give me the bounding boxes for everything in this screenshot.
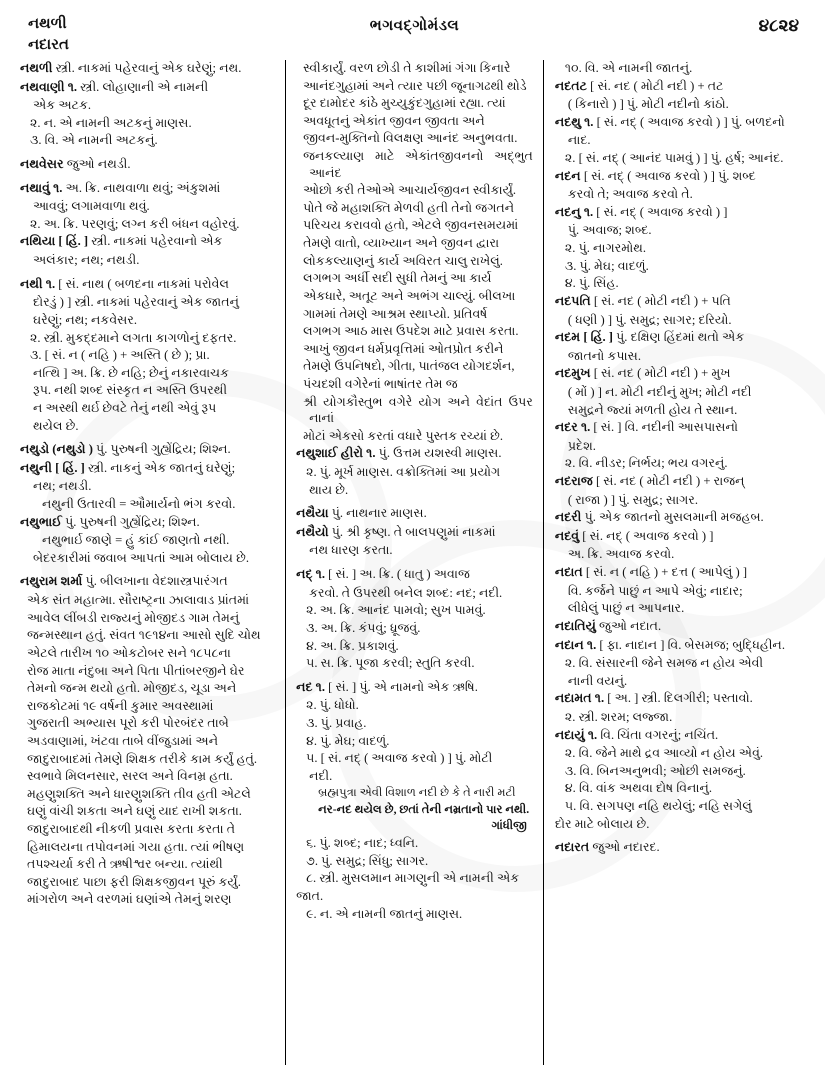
entry-headword: નથુભાઈ xyxy=(20,514,62,529)
entry-headword: નદામત ૧. xyxy=(554,691,605,706)
entry-headword: નથુની [ હિં. ] xyxy=(20,460,85,475)
entry-headword: નદન xyxy=(554,168,581,183)
biography-line: ગામમાં તેમણે આશ્રમ સ્થાપ્યો. પ્રતિવર્ષ xyxy=(303,306,488,321)
entry-sense: ૫. સ. ક્રિ. પૂજા કરવી; સ્તુતિ કરવી. xyxy=(306,656,475,671)
dictionary-entry: નથૈયો પું. શ્રી કૃષ્ણ. તે બાલપણુમાં નાકમાં xyxy=(296,524,496,539)
page-number: ૪૮૨૪ xyxy=(758,16,799,35)
entry-continuation: ( ધણી ) ] પું. સમુદ્ર; સાગર; દરિયો. xyxy=(567,312,732,327)
dictionary-entry: નદતટ [ સં. નદ ( મોટી નદી ) + તટ xyxy=(554,78,724,93)
entry-continuation: નદી. xyxy=(309,768,333,783)
entry-continuation: નથ ધારણ કરતા. xyxy=(309,543,393,558)
biography-line: આનંદગુહામાં અને ત્યાર પછી જૂનાગઢથી થોડે xyxy=(303,78,527,93)
biography-line: ઓછો કરી તેઓએ આચાર્યજીવન સ્વીકાર્યું. xyxy=(303,183,517,198)
entry-headword: નથિયા [ હિં. ] xyxy=(20,234,89,249)
dictionary-entry: નદનુ ૧. [ સં. નદ્ ( અવાજ કરવો ) ] xyxy=(554,204,728,219)
biography-line: પોતે જે મહાશક્તિ મેળવી હતી તેનો જગતને xyxy=(303,200,515,215)
entry-continuation: ન અસ્થી થર્ઇ છેવટે તેનું નથી એવું રૂપ xyxy=(33,400,217,415)
biography-line: મહણુશક્તિ અને ધારણુશક્તિ તીવ હતી એટલે xyxy=(27,786,251,801)
entry-sense: ૬. પું. શબ્દ; નાદ; ધ્વનિ. xyxy=(306,836,419,851)
biography-line: જાદુરાબાદમાં તેમણે શિક્ષક તરીકે કામ કર્યું હતું. xyxy=(27,751,257,766)
biography-line: જનકલ્યાણ માટે એકાંતજીવનનો અદ્‌ભુત આનંદ xyxy=(303,149,533,180)
entry-sense: ૨. પું. ધોધો. xyxy=(306,698,359,713)
entry-continuation: નથ; નથડી. xyxy=(33,479,92,494)
entry-sense: ૨. પું. મૂર્ખ માણસ. વક્રોક્તિમાં આ પ્રયોગ xyxy=(306,465,501,480)
entry-headword: નદાતિયું xyxy=(554,618,596,633)
entry-sense: ૨. અ. ક્રિ. પરણવું; લગ્ન કરી બંધન વહોરવું. xyxy=(30,216,240,231)
entry-continuation: રૂપ. નથી શબ્દ સંસ્કૃત ન અસ્તિ ઉપરથી xyxy=(33,383,228,398)
biography-line: તપશ્ચર્યા કરી તે ઋષીશ્વર બન્યા. ત્યાંથી xyxy=(27,857,223,872)
entry-headword: નદારત xyxy=(554,840,590,855)
entry-headword: નથી ૧. xyxy=(20,276,56,291)
entry-continuation: ઘરેણું; નથ; નકવેસર. xyxy=(33,312,138,327)
dictionary-entry: નદાયું ૧. વિ. ચિંતા વગરનું; નચિંત. xyxy=(554,727,719,742)
entry-headword: નદાત xyxy=(554,565,583,580)
entry-sense: ૨. [ સં. નદ્ ( આનંદ પામવું ) ] પું. હર્ષ; આનંદ. xyxy=(564,151,784,166)
biography-line: રોજ માતા નંદુબા અને પિતા પીતાંબરજીને ઘેર xyxy=(27,663,245,678)
entry-sense: ૭. પું. સમુદ્ર; સિંધુ; સાગર. xyxy=(306,853,429,868)
entry-headword: નદથુ ૧. xyxy=(554,114,594,129)
biography-line: તેમનો જન્મ થયો હતો. મોજીદડ, ચૂડા અને xyxy=(27,681,237,696)
entry-headword: નદર ૧. xyxy=(554,420,591,435)
biography-line: લગભગ અર્ધી સદી સુધી તેમનું આ કાર્ય xyxy=(303,271,492,286)
biography-line: લગભગ આઠ માસ ઉપદેશ માટે પ્રવાસ કરતા. xyxy=(303,324,519,339)
biography-line: જીવન-મુક્તિનો વિલક્ષણ આનંદ અનુભવતા. xyxy=(303,131,518,146)
entry-sense: ૩. અ. ક્રિ. કંપવું; ધ્રૂજવું. xyxy=(306,620,421,635)
dictionary-entry: નદાત [ સં. ન ( નહિ ) + દત્ત ( આપેલું ) ] xyxy=(554,565,748,580)
dictionary-entry: નદન [ સં. નદ્ ( અવાજ કરવો ) ] પું. શબ્દ xyxy=(554,168,756,183)
running-head-first: નથળી xyxy=(28,16,67,32)
entry-continuation: વિ. કર્જને પાછું ન આપે એવું; નાદાર; xyxy=(567,583,743,598)
entry-headword: નથાવું ૧. xyxy=(20,180,63,195)
entry-continuation: નત્થિ ] અ. ક્રિ. છે નહિ; છેનું નકારવાચક xyxy=(33,365,230,380)
entry-continuation: નાની વયનું. xyxy=(567,673,628,688)
entry-headword: નથુડો (નથુડો ) xyxy=(20,442,93,457)
quotation-attribution: ગાંધીજી xyxy=(491,818,527,832)
biography-line: જાદુરાબાદ પાછા ફરી શિક્ષકજીવન પૂરું કર્યું. xyxy=(27,874,241,889)
text-columns xyxy=(20,60,809,1065)
entry-continuation: દોરડું ) ] સ્ત્રી. નાકમાં પહેરવાનું એક જાતનું xyxy=(33,295,239,310)
entry-continuation: એક અટક. xyxy=(33,98,91,113)
entry-continuation: ( રાજા ) ] પું. સમુદ્ર; સાગર. xyxy=(567,492,699,507)
entry-subphrase: નથુની ઉતારવી = ઔમાર્યનો ભંગ કરવો. xyxy=(42,497,236,512)
entry-continuation: અલંકાર; નથ; નથડી. xyxy=(33,253,140,268)
column-1 xyxy=(20,60,285,1065)
dictionary-entry: નથવેસર જુઓ નથડી. xyxy=(20,157,131,172)
entry-continuation: જાતનો કપાસ. xyxy=(567,348,641,363)
entry-sense: ૨. વિ. નીડર; નિર્ભય; ભય વગરનું. xyxy=(564,456,728,471)
entry-continuation: કરવો. તે ઉપરથી બનેલ શબ્દ: નદ; નદી. xyxy=(309,585,503,600)
entry-headword: નથવેસર xyxy=(20,157,64,172)
biography-line: મોટાં એકસો કરતાં વધારે પુસ્તક રચ્યાં છે. xyxy=(303,428,503,443)
biography-line: રાજકોટમાં ૧૯ વર્ષની કુમાર અવસ્થામાં xyxy=(27,698,214,713)
dictionary-entry: નથવાણી ૧. સ્ત્રી. લોહાણાની એ નામની xyxy=(20,79,209,94)
entry-sense: ૮. સ્ત્રી. મુસલમાન માગણુની એ નામની એક xyxy=(306,871,520,886)
running-head-last: નદારત xyxy=(28,37,69,54)
biography-line: ઘણું વાંચી શકતા અને ઘણું યાદ રાખી શકતા. xyxy=(27,804,242,819)
entry-sense: ૪. પું. મેઘ; વાદળું. xyxy=(306,733,390,748)
entry-sense: ૪. અ. ક્રિ. પ્રકાશવું. xyxy=(306,638,399,653)
dictionary-entry: નથી ૧. [ સં. નાથ ( બળદના નાકમાં પરોવેલ xyxy=(20,276,230,291)
biography-line: પંચદશી વગેરેનાં ભાષાંતર તેમ જ xyxy=(303,376,458,391)
entry-headword: નદપતિ xyxy=(554,293,591,308)
entry-headword: નથૈયો xyxy=(296,524,329,539)
entry-headword: નદમ [ હિં. ] xyxy=(554,330,613,345)
entry-sense: ૪. પું. સિંહ. xyxy=(564,276,619,291)
entry-sense: ૨. વિ. જેને માથે દ્રવ આવ્યો ન હોય એવું. xyxy=(564,746,764,761)
dictionary-entry: નદથુ ૧. [ સં. નદ્ ( અવાજ કરવો ) ] પું. બળદનો xyxy=(554,114,785,129)
biography-line: માંગરોળ અને વરળમાં ઘણાંએ તેમનું શરણ xyxy=(27,892,232,907)
entry-continuation: કરવો તે; અવાજ કરવો તે. xyxy=(567,187,693,202)
entry-headword: નથળી xyxy=(20,61,53,75)
dictionary-entry: નદાન ૧. [ ફા. નાદાન ] વિ. બેસમજ; બુદ્ધિહીન. xyxy=(554,637,785,652)
biography-line: અડવાણામાં, ખંટવા તાબે વીંજુડામાં અને xyxy=(27,733,219,748)
column-2 xyxy=(285,60,544,1065)
entry-headword: નદવું xyxy=(554,528,580,543)
entry-continuation: અ. ક્રિ. અવાજ કરવો. xyxy=(567,547,675,562)
entry-continuation: દોર માટે બોલાય છે. xyxy=(554,816,650,831)
entry-headword: નદાન ૧. xyxy=(554,637,597,652)
entry-headword: નથુશાઈ હીરો ૧. xyxy=(296,446,376,461)
entry-headword: નદાયું ૧. xyxy=(554,727,598,742)
biography-line: એટલે તારીખ ૧૦ ઓકટોબર સને ૧૮૫૮ના xyxy=(27,645,231,660)
entry-headword: નદનુ ૧. xyxy=(554,204,594,219)
entry-headword: નદરાજ xyxy=(554,474,593,489)
biography-line: આખું જીવન ધર્મપ્રવૃત્તિમાં ઓતપ્રોત કરીને xyxy=(303,341,504,356)
entry-sense: ૯. ન. એ નામની જાતનું માણસ. xyxy=(306,906,463,921)
entry-sense: ૩. [ સં. ન ( નહિ ) + અસ્તિ ( છે ); પ્રા. xyxy=(30,348,210,363)
dictionary-entry: નદાતિયું જુઓ નદાત. xyxy=(554,618,662,633)
dictionary-entry: નદ ૧. [ સં. ] પું. એ નામનો એક ઋષિ. xyxy=(296,679,478,694)
entry-sense: ૨. સ્ત્રી. શરમ; લજ્જા. xyxy=(564,709,673,724)
entry-quotation: બ્રહ્મપુત્રા એવી વિશાળ નદી છે કે તે નારી મટી xyxy=(318,786,516,800)
dictionary-entry: નદામત ૧. [ અ. ] સ્ત્રી. દિલગીરી; પસ્તાવો. xyxy=(554,691,753,706)
entry-continuation: પ્રદેશ. xyxy=(567,438,596,453)
biography-line: લોકકલ્યાણનું કાર્ય અવિરત ચાલુ રાખેલું. xyxy=(303,253,503,268)
entry-sense: ૧૦. વિ. એ નામની જાતનું. xyxy=(564,61,693,75)
dictionary-entry: નદપતિ [ સં. નદ ( મોટી નદી ) + પતિ xyxy=(554,293,731,308)
entry-sense: ૩. પું. પ્રવાહ. xyxy=(306,715,367,730)
entry-continuation: ( કિનારો ) ] પું. મોટી નદીનો કાંઠો. xyxy=(567,97,729,112)
entry-sense: ૩. વિ. બિનઅનુભવી; ઓછી સમજનું. xyxy=(564,763,746,778)
dictionary-entry: નદર ૧. [ સં. ] વિ. નદીની આસપાસનો xyxy=(554,420,738,435)
entry-continuation: નાદ. xyxy=(567,133,591,148)
entry-sense: ૩. વિ. એ નામની અટકનું. xyxy=(30,133,158,148)
entry-sense: ૫. વિ. સગપણ નહિ થયેલું; નહિ સગેલું xyxy=(564,798,752,813)
biography-line: અવધૂતનું એકાંત જીવન જીવતા અને xyxy=(303,113,485,128)
dictionary-entry: નથુશાઈ હીરો ૧. પું. ઉત્તમ યશસ્વી માણસ. xyxy=(296,446,502,461)
entry-continuation: જાત. xyxy=(296,889,324,904)
quotation-bold-text: નર-નદ થયેલ છે, છતાં તેની નમ્રતાનો પાર નથી. xyxy=(318,802,530,816)
biography-line: શ્રી યોગકૌસ્તુભ વગેરે યોગ અને વેદાંત ઉપર નાનાં xyxy=(303,394,533,426)
entry-subphrase: નથુભાર્ઇ જાણે = હું કાંઈ જાણતો નથી. xyxy=(42,533,230,548)
entry-headword: નથવાણી ૧. xyxy=(20,79,78,94)
entry-sense: ૫. [ સં. નદ્ ( અવાજ કરવો ) ] પું. મોટી xyxy=(306,751,493,766)
book-title: ભગવદ્‌ગોમંડલ xyxy=(369,18,460,34)
entry-continuation: આવવું; લગામવાળા થવું. xyxy=(33,199,150,214)
biography-line: તેમણે વાતો, વ્યાખ્યાન અને જીવન દ્વારા xyxy=(303,236,500,251)
entry-continuation: બેદરકારીમાં જવાબ આપતાં આમ બોલાય છે. xyxy=(33,550,250,565)
dictionary-entry: નદરી પું. એક જાતનો મુસલમાની મજહબ. xyxy=(554,510,764,525)
entry-continuation: થયેલ છે. xyxy=(33,418,79,433)
entry-sense: ૨. અ. ક્રિ. આનંદ પામવો; સુખ પામવું. xyxy=(306,603,486,618)
entry-quotation xyxy=(296,802,533,817)
biography-line: ગુજરાતી અભ્યાસ પૂરો કરી પોરબંદર તાબે xyxy=(27,716,229,731)
dictionary-entry: નથૈયા પું. નાથનાર માણસ. xyxy=(296,506,427,521)
biography-line: જન્મસ્થાન હતું. સંવત ૧૯૧૪ના આસો સુદિ ચોથ xyxy=(27,628,261,643)
entry-headword: નથૈયા xyxy=(296,506,329,521)
biography-line: જાદુરાબાદથી નીકળી પ્રવાસ કરતા કરતા તે xyxy=(27,821,236,836)
dictionary-entry: નથિયા [ હિં. ] સ્ત્રી. નાકમાં પહેરવાનો એક xyxy=(20,234,223,249)
biography-line: એક સંત મહાત્મા. સૌરાષ્ટ્રના ઝાલાવાડ પ્રાંતમાં xyxy=(27,593,250,608)
entry-sense: ૪. વિ. વાંક અથવા દોષ વિનાનું. xyxy=(564,781,713,796)
entry-sense: ૨. ન. એ નામની અટકનું માણસ. xyxy=(30,115,192,130)
entry-continuation: થાય છે. xyxy=(309,482,349,497)
dictionary-entry: નદમુખ [ સં. નદ ( મોટી નદી ) + મુખ xyxy=(554,366,731,381)
dictionary-entry: નથુની [ હિં. ] સ્ત્રી. નાકનું એક જાતનું ઘરેણું; xyxy=(20,460,236,475)
dictionary-entry: નથુભાઈ પું. પુરુષની ગુહ્યેંદ્રિય; શિશ્ન. xyxy=(20,514,200,529)
entry-sense: ૨. પું. નાગરમોથ. xyxy=(564,241,647,256)
page-header xyxy=(20,14,809,58)
biography-line: સ્વીકાર્યું. વરળ છોડી તે કાશીમાં ગંગા કિનારે xyxy=(303,61,511,75)
dictionary-entry: નદમ [ હિં. ] પું. દક્ષિણ હિંદમાં થતો એક xyxy=(554,330,745,345)
biography-line: સ્વભાવે મિલનસાર, સરલ અને વિનમ્ર હતા. xyxy=(27,769,233,784)
biography-line: આવેલ લીંબડી રાજ્યનું મોજીદડ ગામ તેમનું xyxy=(27,610,240,625)
biography-line: દૂર દામોદર કાંઠે મુચ્યુકુંદગુહામાં રહ્યા. ત્યાં xyxy=(303,96,506,111)
entry-headword: નદરી xyxy=(554,510,582,525)
entry-headword: નદ્ ૧. xyxy=(296,567,325,582)
biography-line: હિમાલયના તપોવનમાં ગયા હતા. ત્યાં ભીષણ xyxy=(27,839,245,854)
column-3 xyxy=(544,60,809,1065)
dictionary-entry: નથુડો (નથુડો ) પું. પુરુષની ગુહ્યેંદ્રિય; શિશ્ન. xyxy=(20,442,231,457)
entry-continuation: પું. અવાજ; શબ્દ. xyxy=(567,223,652,238)
entry-continuation: સમુદ્રને જ્યાં મળતી હોય તે સ્થાન. xyxy=(567,402,738,417)
dictionary-entry: નથળી સ્ત્રી. નાકમાં પહેરવાનું એક ઘરેણું; નથ. xyxy=(20,61,242,75)
biography-line: તેમણે ઉપનિષદો, ગીતા, પાતંજલ યોગદર્શન, xyxy=(303,359,515,374)
biography-line: પરિચય કરાવવો હતો, એટલે જીવનસમયમાં xyxy=(303,218,519,233)
entry-headword: નદમુખ xyxy=(554,366,591,381)
entry-headword: નદતટ xyxy=(554,78,587,93)
dictionary-entry: નથુરામ શર્મા પું. બીલખાના વેદશાસ્ત્રપારંગત xyxy=(20,574,228,589)
entry-sense: ૨. સ્ત્રી. મુકદ્દમાને લગતા કાગળોનું દફતર. xyxy=(30,330,237,345)
dictionary-entry: નદરાજ [ સં. નદ ( મોટી નદી ) + રાજન્ xyxy=(554,474,745,489)
entry-sense: ૩. પું. મેઘ; વાદળું. xyxy=(564,258,649,273)
entry-sense: ૨. વિ. સંસારની જેને સમજ ન હોય એવી xyxy=(564,656,764,671)
dictionary-entry: નદવું [ સં. નદ્ ( અવાજ કરવો ) ] xyxy=(554,528,714,543)
entry-continuation: લીધેલું પાછું ન આપનાર. xyxy=(567,601,685,616)
dictionary-entry: નદ્ ૧. [ સં. ] અ. ક્રિ. ( ધાતુ ) અવાજ xyxy=(296,567,470,582)
entry-headword: નદ ૧. xyxy=(296,679,325,694)
dictionary-entry: નદારત જુઓ નદારદ. xyxy=(554,840,660,855)
entry-headword: નથુરામ શર્મા xyxy=(20,574,83,589)
dictionary-entry: નથાવું ૧. અ. ક્રિ. નાથવાળા થવું; અંકુશમાં xyxy=(20,180,221,195)
biography-line: એકધારે, અતૂટ અને અભંગ ચાલ્યું. બીલખા xyxy=(303,288,516,303)
entry-continuation: ( મોં ) ] ન. મોટી નદીનું મુખ; મોટી નદી xyxy=(567,384,752,399)
